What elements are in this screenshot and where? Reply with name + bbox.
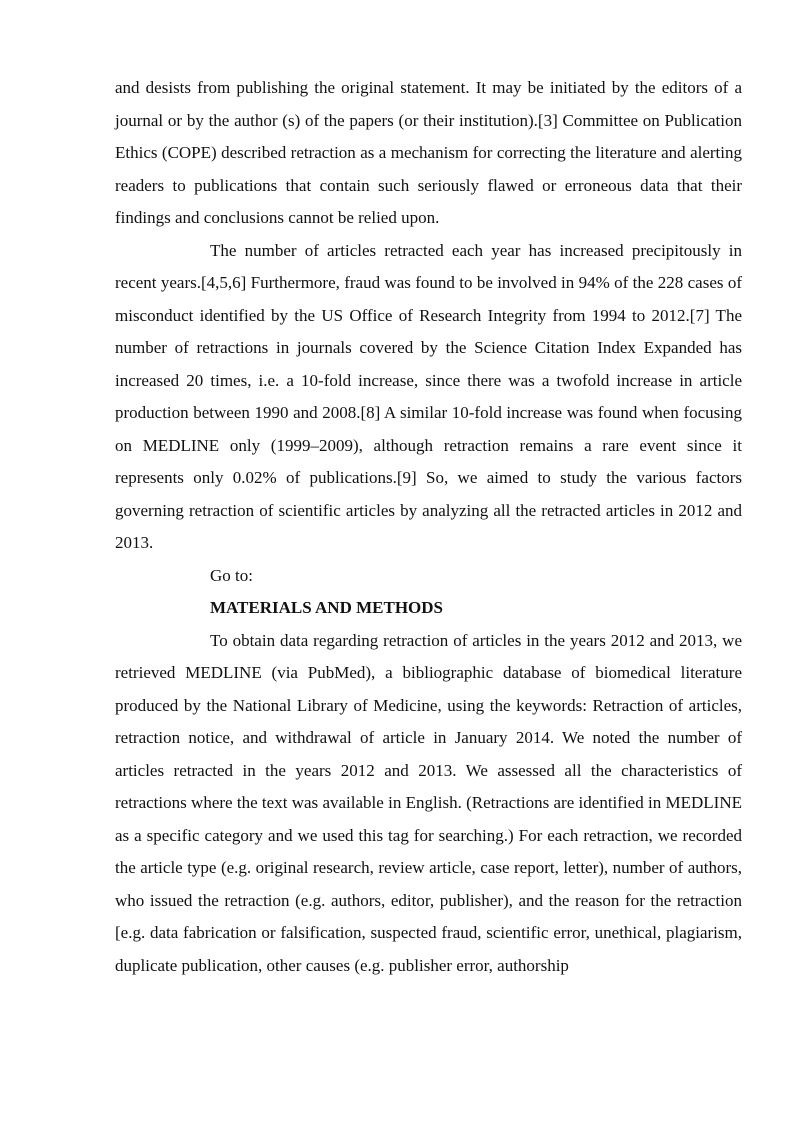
body-paragraph-retraction-trends: The number of articles retracted each year has increased precipitously in recent years.[4,5,6] Furthermore, fraud was found to be involved in 94% of the 228 cases of misconduct identified by the US Office of Research Integrity from 1994 to 2012.[7] The number of retractions in journals covered by the Science Citation Index Expanded has increased 20 times, i.e. a 10-fold increase, since there was a twofold increase in article production between 1990 and 2008.[8] A similar 10-fold increase was found when focusing on MEDLINE only (1999–2009), although retraction remains a rare event since it represents only 0.02% of publications.[9] So, we aimed to study the various factors governing retraction of scientific articles by analyzing all the retracted articles in 2012 and 2013.: [115, 240, 742, 552]
body-paragraph-intro-continued: and desists from publishing the original statement. It may be initiated by the editors of a journal or by the author (s) of the papers (or their institution).[3] Committee on Publication Ethics (COPE) described retraction as a mechanism for correcting the literature and alerting readers to publications that contain such seriously flawed or erroneous data that their findings and conclusions cannot be relied upon.: [115, 78, 742, 227]
document-page: [115, 72, 742, 982]
body-paragraph-methods: To obtain data regarding retraction of articles in the years 2012 and 2013, we retrieved MEDLINE (via PubMed), a bibliographic database of biomedical literature produced by the National Library of Medicine, using the keywords: Retraction of articles, retraction notice, and withdrawal of article in January 2014. We noted the number of articles retracted in the years 2012 and 2013. We assessed all the characteristics of retractions where the text was available in English. (Retractions are identified in MEDLINE as a specific category and we used this tag for searching.) For each retraction, we recorded the article type (e.g. original research, review article, case report, letter), number of authors, who issued the retraction (e.g. authors, editor, publisher), and the reason for the retraction [e.g. data fabrication or falsification, suspected fraud, scientific error, unethical, plagiarism, duplicate publication, other causes (e.g. publisher error, authorship: [115, 630, 742, 975]
goto-link[interactable]: Go to:: [210, 565, 253, 585]
section-heading-materials-methods: MATERIALS AND METHODS: [210, 598, 443, 617]
